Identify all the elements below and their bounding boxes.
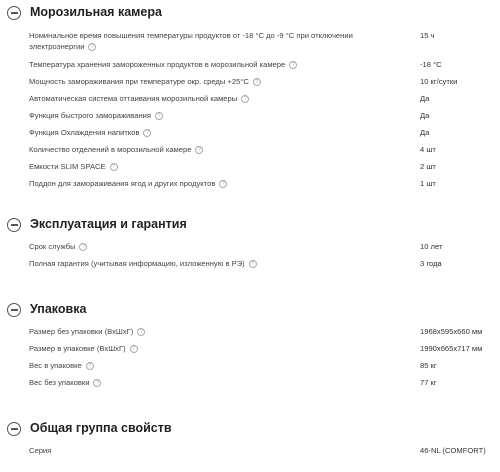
spec-label: Размер в упаковке (ВхШхГ) ?	[29, 343, 369, 354]
spec-value: Да	[420, 111, 430, 120]
spec-label: Количество отделений в морозильной камере ?	[29, 144, 369, 155]
collapse-icon[interactable]	[7, 218, 21, 232]
info-icon[interactable]: ?	[253, 78, 261, 86]
spec-value: -18 °С	[420, 60, 442, 69]
spec-label: Срок службы ?	[29, 241, 369, 252]
spec-value: 10 лет	[420, 242, 443, 251]
spec-label: Вес в упаковке ?	[29, 360, 369, 371]
spec-value: 77 кг	[420, 378, 437, 387]
info-icon[interactable]: ?	[289, 61, 297, 69]
spec-label: Размер без упаковки (ВхШхГ) ?	[29, 326, 369, 337]
section-header[interactable]	[0, 4, 500, 26]
info-icon[interactable]: ?	[143, 129, 151, 137]
spec-label: Поддон для замораживания ягод и других продуктов ?	[29, 178, 369, 189]
info-icon[interactable]: ?	[249, 260, 257, 268]
section-header[interactable]	[0, 301, 500, 323]
info-icon[interactable]: ?	[88, 43, 96, 51]
spec-label: Серия	[29, 446, 52, 455]
spec-label: Автоматическая система оттаивания морозильной камеры ?	[29, 93, 369, 104]
section-title: Упаковка	[30, 302, 87, 316]
spec-value: 15 ч	[420, 31, 435, 40]
section-title: Морозильная камера	[30, 5, 162, 19]
collapse-icon[interactable]	[7, 303, 21, 317]
spec-label: Функция быстрого замораживания ?	[29, 110, 369, 121]
info-icon[interactable]: ?	[130, 345, 138, 353]
spec-label: Мощность замораживания при температуре окр. среды +25°С ?	[29, 76, 369, 87]
section-title: Общая группа свойств	[30, 421, 172, 435]
section-title: Эксплуатация и гарантия	[30, 217, 187, 231]
spec-value: Да	[420, 94, 430, 103]
info-icon[interactable]: ?	[241, 95, 249, 103]
spec-label: Полная гарантия (учитывая информацию, изложенную в РЭ) ?	[29, 258, 369, 269]
spec-label: Вес без упаковки ?	[29, 377, 369, 388]
spec-value: 46-NL (COMFORT)	[420, 446, 486, 455]
collapse-icon[interactable]	[7, 422, 21, 436]
spec-label: Температура хранения замороженных продуктов в морозильной камере ?	[29, 59, 369, 70]
spec-value: 3 года	[420, 259, 442, 268]
info-icon[interactable]: ?	[195, 146, 203, 154]
spec-value: 10 кг/сутки	[420, 77, 458, 86]
spec-label: Номинальное время повышения температуры продуктов от -18 °С до -9 °С при отключении электроэнергии ?	[29, 31, 353, 51]
spec-value: 1 шт	[420, 179, 436, 188]
info-icon[interactable]: ?	[219, 180, 227, 188]
info-icon[interactable]: ?	[155, 112, 163, 120]
info-icon[interactable]: ?	[137, 328, 145, 336]
info-icon[interactable]: ?	[93, 379, 101, 387]
spec-label: Емкости SLIM SPACE ?	[29, 161, 369, 172]
collapse-icon[interactable]	[7, 6, 21, 20]
info-icon[interactable]: ?	[86, 362, 94, 370]
spec-value: 85 кг	[420, 361, 437, 370]
spec-label: Функция Охлаждения напитков ?	[29, 127, 369, 138]
spec-value: 2 шт	[420, 162, 436, 171]
spec-value: Да	[420, 128, 430, 137]
spec-value: 1968x595x660 мм	[420, 327, 483, 336]
section-header[interactable]	[0, 216, 500, 238]
info-icon[interactable]: ?	[79, 243, 87, 251]
spec-value: 1990x665x717 мм	[420, 344, 483, 353]
spec-value: 4 шт	[420, 145, 436, 154]
info-icon[interactable]: ?	[110, 163, 118, 171]
section-header[interactable]	[0, 420, 500, 442]
